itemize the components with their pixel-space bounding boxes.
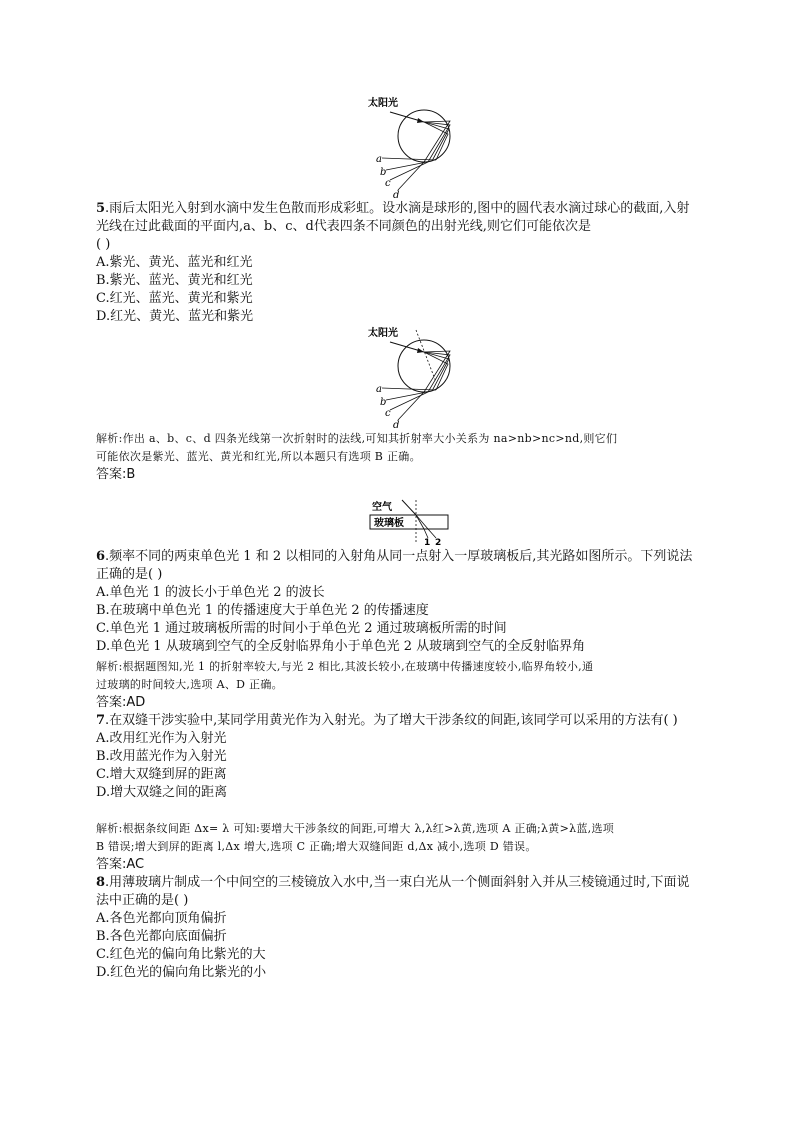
air-label: 空气 [372, 502, 392, 513]
explanation-label: 解析 [96, 432, 119, 445]
question-8-option-a: A.各色光都向顶角偏折 [96, 911, 227, 926]
sun-light-label-2: 太阳光 [368, 328, 398, 339]
question-5-option-a: A.紫光、黄光、蓝光和红光 [96, 255, 253, 270]
question-7-option-a: A.改用红光作为入射光 [96, 731, 227, 746]
question-7-option-d: D.增大双缝之间的距离 [96, 785, 228, 800]
question-7-option-c: C.增大双缝到屏的距离 [96, 767, 227, 782]
ray-label-d: d [393, 190, 400, 201]
question-5-option-c: C.红光、蓝光、黄光和紫光 [96, 291, 253, 306]
question-5-blank: ( ) [96, 237, 111, 252]
question-8-stem: 8.用薄玻璃片制成一个中间空的三棱镜放入水中,当一束白光从一个侧面斜射入并从三棱镜通过时,下面说法中正确的是( ) [96, 875, 690, 908]
question-6 [96, 548, 696, 656]
ray-label-c: c [385, 178, 391, 189]
question-8 [96, 874, 696, 982]
question-7 [96, 712, 696, 802]
question-5-stem: 5.雨后太阳光入射到水滴中发生色散而形成彩虹。设水滴是球形的,图中的圆代表水滴过球心的截面,入射光线在过此截面的平面内,a、b、c、d代表四条不同颜色的出射光线,则它们可能依次是 [96, 201, 690, 234]
question-5-explanation [96, 430, 696, 466]
explanation-line-1: :作出 a、b、c、d 四条光线第一次折射时的法线,可知其折射率大小关系为 na>nb>nc>nd,则它们 [118, 432, 618, 445]
question-6-answer: 答案:AD [96, 695, 146, 710]
ray-label-c-2: c [385, 408, 391, 419]
question-6-explanation: 解析:根据题图知,光 1 的折射率较大,与光 2 相比,其波长较小,在玻璃中传播速度较小,临界角较小,通 过玻璃的时间较大,选项 A、D 正确。 [96, 660, 594, 691]
raindrop-figure-1 [360, 92, 460, 200]
question-5-option-d: D.红光、黄光、蓝光和紫光 [96, 309, 254, 324]
ray-2-label: 2 [435, 538, 442, 548]
ray-label-b-2: b [380, 397, 387, 408]
answer-value: :B [122, 467, 136, 482]
glass-plate-label: 玻璃板 [374, 518, 404, 529]
ray-label-a-2: a [376, 384, 382, 395]
question-7-explanation: 解析:根据条纹间距 Δx= λ 可知:要增大干涉条纹的间距,可增大 λ,λ红>λ黄,选项 A 正确;λ黄>λ蓝,选项 B 错误;增大到屏的距离 l,Δx 增大,选项 C 正确;增大双缝间距 d,Δx 减小,选项 D 错误。 [96, 822, 615, 853]
question-6-stem: 6.频率不同的两束单色光 1 和 2 以相同的入射角从同一点射入一厚玻璃板后,其光路如图所示。下列说法正确的是( ) [96, 549, 693, 582]
question-6-option-c: C.单色光 1 通过玻璃板所需的时间小于单色光 2 通过玻璃板所需的时间 [96, 621, 507, 636]
question-7-answer: 答案:AC [96, 857, 145, 872]
raindrop-figure-2 [360, 322, 460, 430]
question-6-option-d: D.单色光 1 从玻璃到空气的全反射临界角小于单色光 2 从玻璃到空气的全反射临界角 [96, 639, 586, 654]
question-5-answer [96, 466, 135, 484]
sun-light-label: 太阳光 [368, 98, 398, 109]
question-6-option-a: A.单色光 1 的波长小于单色光 2 的波长 [96, 585, 325, 600]
glass-plate-figure [368, 498, 454, 548]
question-8-option-d: D.红色光的偏向角比紫光的小 [96, 965, 267, 980]
question-8-option-b: B.各色光都向底面偏折 [96, 929, 227, 944]
question-5-option-b: B.紫光、蓝光、黄光和红光 [96, 273, 253, 288]
question-5 [96, 200, 696, 326]
question-7-option-b: B.改用蓝光作为入射光 [96, 749, 227, 764]
answer-label: 答案 [96, 467, 123, 482]
explanation-line-2: 可能依次是紫光、蓝光、黄光和红光,所以本题只有选项 B 正确。 [96, 450, 421, 463]
ray-label-d-2: d [393, 420, 400, 431]
ray-label-a: a [376, 154, 382, 165]
question-7-stem: 7.在双缝干涉实验中,某同学用黄光作为入射光。为了增大干涉条纹的间距,该同学可以采用的方法有( ) [96, 713, 678, 728]
ray-1-label: 1 [424, 538, 431, 548]
question-8-option-c: C.红色光的偏向角比紫光的大 [96, 947, 266, 962]
ray-label-b: b [380, 167, 387, 178]
question-6-option-b: B.在玻璃中单色光 1 的传播速度大于单色光 2 的传播速度 [96, 603, 429, 618]
